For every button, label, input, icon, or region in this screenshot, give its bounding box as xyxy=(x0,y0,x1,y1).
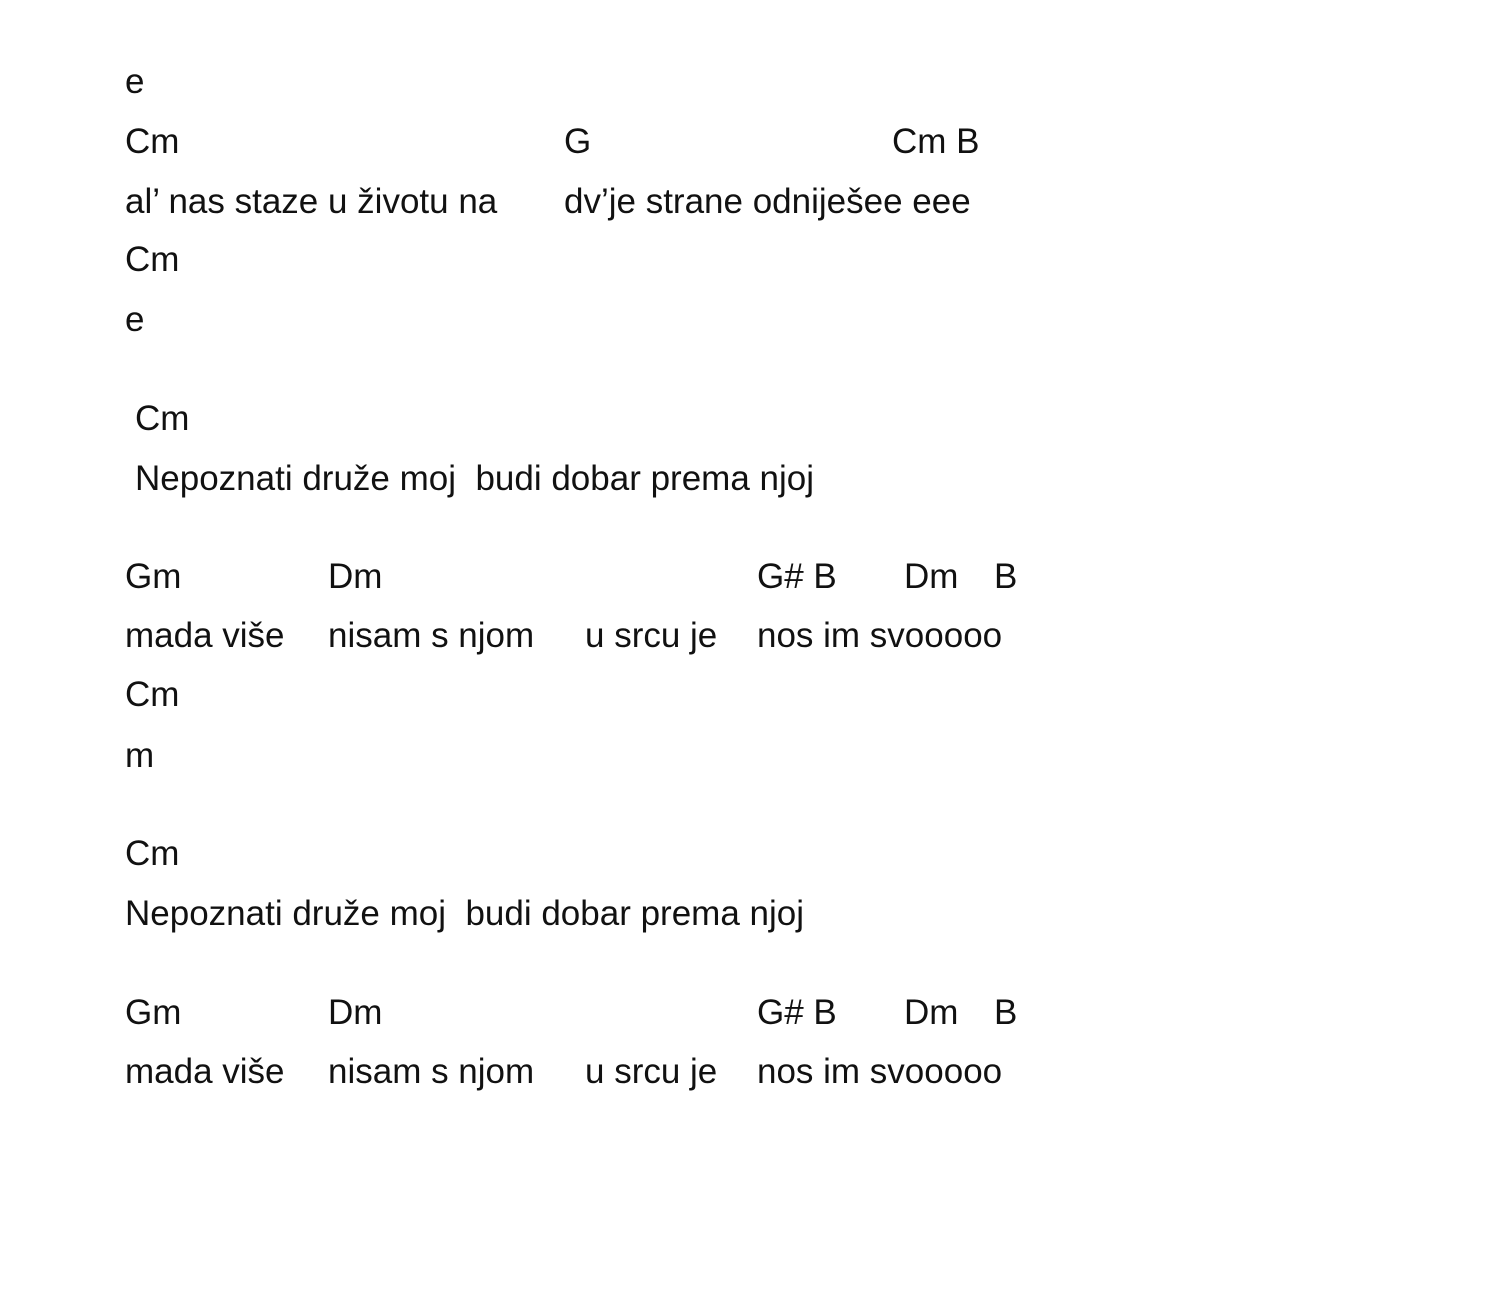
chord: Dm xyxy=(904,993,959,1032)
lyric-fragment: nisam s njom xyxy=(328,1052,535,1091)
lyric-fragment: nos im svooooo xyxy=(757,1052,1003,1091)
chord: Cm xyxy=(125,834,180,873)
lyric-fragment: nos im svooooo xyxy=(757,616,1003,655)
chord: G# B xyxy=(757,557,837,596)
lyric-fragment: al’ nas staze u životu na xyxy=(125,182,498,221)
text-line xyxy=(125,300,164,340)
text-fragment: m xyxy=(125,736,155,775)
chord: Cm B xyxy=(892,122,980,161)
chord-line xyxy=(125,675,180,715)
chord: G# B xyxy=(757,993,837,1032)
chord: G xyxy=(564,122,592,161)
chord-line xyxy=(125,240,180,280)
lyric-fragment: dv’je strane odniješee eee xyxy=(564,182,971,221)
lyric-fragment: mada više xyxy=(125,1052,285,1091)
lyric-line xyxy=(125,182,971,222)
lyric-fragment: nisam s njom xyxy=(328,616,535,655)
chord: Gm xyxy=(125,993,182,1032)
lyric-fragment: u srcu je xyxy=(585,1052,718,1091)
chord: Dm xyxy=(328,557,383,596)
lyric-line xyxy=(125,894,804,934)
chord: Cm xyxy=(135,399,190,438)
lyric-line xyxy=(125,616,1003,656)
chord: Cm xyxy=(125,240,180,279)
chord-line xyxy=(125,834,180,874)
text-fragment: e xyxy=(125,62,145,101)
text-line xyxy=(125,62,164,102)
text-fragment: e xyxy=(125,300,145,339)
chord-line xyxy=(125,557,1018,597)
chord-line xyxy=(125,993,1018,1033)
lyric-line xyxy=(125,1052,1003,1092)
chord: B xyxy=(994,557,1018,596)
chord-line xyxy=(125,399,190,439)
lyric-line xyxy=(125,459,814,499)
chord: Dm xyxy=(328,993,383,1032)
chord: Gm xyxy=(125,557,182,596)
lyric-fragment: mada više xyxy=(125,616,285,655)
lyric-fragment: u srcu je xyxy=(585,616,718,655)
chord: Cm xyxy=(125,122,180,161)
chord: Dm xyxy=(904,557,959,596)
lyric-fragment: Nepoznati druže moj budi dobar prema njoj xyxy=(135,459,814,498)
chord: B xyxy=(994,993,1018,1032)
lyric-fragment: Nepoznati druže moj budi dobar prema njoj xyxy=(125,894,804,933)
chord-line xyxy=(125,122,980,162)
text-line xyxy=(125,736,164,776)
chord: Cm xyxy=(125,675,180,714)
